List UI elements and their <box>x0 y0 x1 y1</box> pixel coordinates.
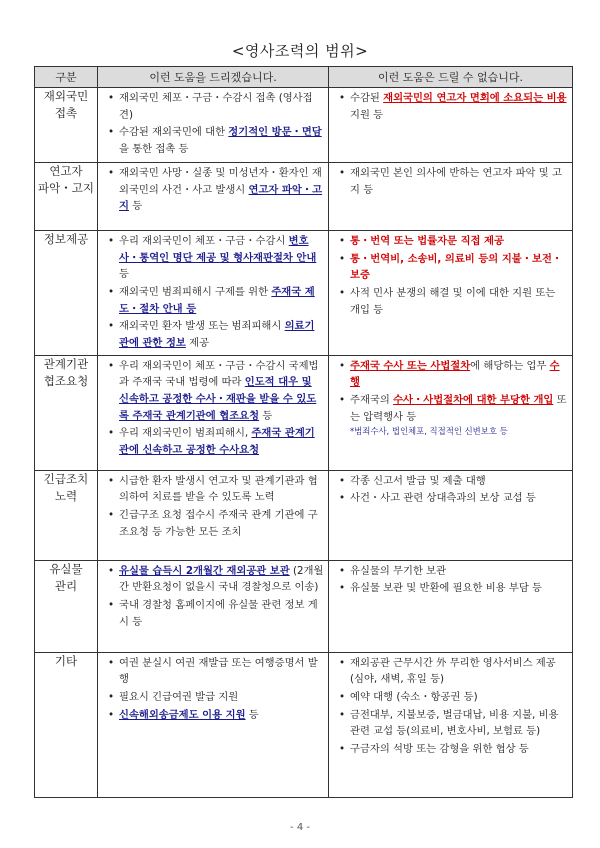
text-segment: 필요시 긴급여권 발급 지원 <box>119 691 239 704</box>
table-row <box>35 652 573 797</box>
text-segment: 유실물 습득시 2개월간 재외공관 보관 <box>119 564 290 577</box>
text-segment: 주재국의 <box>350 394 394 407</box>
header-can-help: 이런 도움을 드리겠습니다. <box>98 67 329 88</box>
category-label: 기타 <box>54 653 78 668</box>
text-segment: 을 통한 접촉 등 <box>119 143 189 156</box>
cannot-help-cell <box>329 470 573 560</box>
can-help-cell <box>98 163 329 231</box>
category-cell <box>35 652 98 797</box>
consular-assistance-table <box>34 66 573 798</box>
bullet-icon: • <box>108 126 115 139</box>
text-segment: 변호사・통역인 명단 제공 및 형사재판절차 안내 <box>119 235 317 264</box>
category-label: 재외국민 <box>43 89 89 103</box>
text-segment: 등 <box>119 268 129 281</box>
can-help-cell <box>98 231 329 356</box>
text-segment: 사건・사고 관련 상대측과의 보상 교섭 등 <box>350 492 536 505</box>
table-row <box>35 355 573 470</box>
cannot-help-cell <box>329 231 573 356</box>
bullet-item <box>104 425 324 458</box>
bullet-item <box>104 318 324 351</box>
text-segment: 각종 신고서 발급 및 제출 대행 <box>350 474 486 487</box>
table-header-row <box>35 67 573 88</box>
text-segment: 우리 재외국민이 체포・구금・수감시 국제법과 주재국 국내 법령에 따라 <box>119 359 319 389</box>
text-segment: 재외국민 본인 의사에 반하는 연고자 파악 및 고지 등 <box>350 167 562 196</box>
text-segment: 긴급구조 요청 접수시 주재국 관계 기관에 구조요청 등 가능한 모든 조치 <box>119 509 318 538</box>
bullet-item <box>104 597 324 630</box>
text-segment: 통・번역 또는 법률자문 직접 제공 <box>350 235 504 247</box>
text-segment: 또는 압력행사 등 <box>350 394 567 423</box>
category-label: 관리 <box>54 578 78 593</box>
header-cannot-help: 이런 도움은 드릴 수 없습니다. <box>329 67 573 88</box>
can-help-cell <box>98 652 329 797</box>
bullet-item <box>335 490 568 507</box>
text-segment: 정기적인 방문・면담 <box>228 126 322 139</box>
text-segment: 에 해당하는 업무 <box>470 359 550 372</box>
bullet-item <box>104 124 324 157</box>
text-segment: 등 <box>245 708 259 721</box>
text-segment: 수행 <box>350 359 560 389</box>
text-segment: 재외국민 체포・구금・수감시 접촉 (영사접견) <box>119 92 313 121</box>
category-label: 연고자 <box>49 164 83 178</box>
bullet-item <box>104 90 324 123</box>
bullet-icon: • <box>339 235 346 247</box>
category-label: 정보제공 <box>43 232 89 246</box>
text-segment: 여권 분실시 여권 재발급 또는 여행증명서 발행 <box>119 656 318 686</box>
bullet-item <box>104 689 324 706</box>
category-cell <box>35 231 98 356</box>
bullet-icon: • <box>339 167 346 179</box>
bullet-icon: • <box>108 599 115 612</box>
footnote: *범죄수사, 법인체포, 직접적인 신변보호 등 <box>350 426 508 437</box>
table-row <box>35 560 573 652</box>
bullet-icon: • <box>108 92 115 104</box>
bullet-icon: • <box>108 427 115 440</box>
bullet-icon: • <box>108 286 115 299</box>
category-cell <box>35 163 98 231</box>
text-segment: 수감된 재외국민에 대한 <box>119 126 229 139</box>
bullet-icon: • <box>108 167 115 179</box>
bullet-item <box>335 358 568 391</box>
bullet-icon: • <box>108 320 115 333</box>
bullet-item <box>335 233 568 250</box>
category-label: 유실물 <box>49 561 83 576</box>
cannot-help-cell <box>329 355 573 470</box>
bullet-item <box>335 285 568 318</box>
bullet-icon: • <box>108 564 115 577</box>
text-segment: 재외공관 근무시간 外 무리한 영사서비스 제공 (심야, 새벽, 휴일 등) <box>350 656 556 686</box>
bullet-icon: • <box>339 252 346 265</box>
text-segment: 지원 등 <box>350 108 384 121</box>
bullet-item <box>335 251 568 284</box>
bullet-item <box>335 741 568 758</box>
bullet-item <box>335 473 568 490</box>
text-segment: 재외국민 범죄피해시 구제를 위한 <box>119 286 272 299</box>
bullet-icon: • <box>339 564 346 577</box>
header-category: 구분 <box>35 67 98 88</box>
cannot-help-cell <box>329 652 573 797</box>
bullet-icon: • <box>339 359 346 372</box>
cannot-help-cell <box>329 88 573 163</box>
bullet-icon: • <box>339 394 346 407</box>
bullet-icon: • <box>339 287 346 300</box>
text-segment: 연고자 파악・고지 <box>119 183 323 213</box>
bullet-item <box>104 358 324 425</box>
category-cell <box>35 560 98 652</box>
bullet-item <box>335 392 568 425</box>
category-label: 접촉 <box>54 106 78 121</box>
text-segment: 수사・사법절차에 대한 부당한 개입 <box>393 394 554 407</box>
text-segment: 등 <box>259 409 273 422</box>
bullet-item <box>104 284 324 317</box>
bullet-item <box>104 655 324 688</box>
text-segment: 주재국 관계기관에 신속하고 공정한 수사요청 <box>119 427 315 457</box>
text-segment: 수감된 <box>350 92 384 104</box>
text-segment: 인도적 대우 및 신속하고 공정한 수사・재판을 받을 수 있도록 주재국 관계기관에 협조요청 <box>119 376 317 422</box>
bullet-item <box>104 165 324 215</box>
text-segment: 제공 <box>185 337 210 350</box>
category-label: 노력 <box>54 488 78 503</box>
bullet-icon: • <box>339 92 346 104</box>
bullet-icon: • <box>339 656 346 669</box>
bullet-item <box>104 473 324 506</box>
can-help-cell <box>98 470 329 560</box>
table-row <box>35 163 573 231</box>
bullet-item <box>104 563 324 596</box>
bullet-item <box>335 165 568 198</box>
cannot-help-cell <box>329 560 573 652</box>
text-segment: 통・번역비, 소송비, 의료비 등의 지불・보전・보증 <box>350 252 563 282</box>
text-segment: (2개월간 반환요청이 없을시 국내 경찰청으로 이송) <box>119 564 324 594</box>
category-label: 협조요청 <box>43 373 89 388</box>
category-cell <box>35 470 98 560</box>
text-segment: 재외국민 환자 발생 또는 범죄피해시 <box>119 320 285 333</box>
text-segment: 예약 대행 (숙소・항공권 등) <box>350 691 478 704</box>
bullet-icon: • <box>108 359 115 372</box>
bullet-item <box>104 233 324 283</box>
bullet-icon: • <box>108 656 115 669</box>
bullet-icon: • <box>339 691 346 704</box>
bullet-icon: • <box>108 691 115 704</box>
text-segment: 재외국민의 연고자 면회에 소요되는 비용 <box>383 92 567 104</box>
bullet-icon: • <box>339 708 346 721</box>
text-segment: 의료기관에 관한 정보 <box>119 320 315 350</box>
bullet-icon: • <box>339 474 346 487</box>
bullet-icon: • <box>108 708 115 721</box>
bullet-icon: • <box>108 509 115 522</box>
bullet-icon: • <box>339 582 346 595</box>
bullet-item <box>104 707 324 724</box>
category-cell <box>35 355 98 470</box>
bullet-item <box>104 507 324 540</box>
bullet-item <box>335 90 568 123</box>
text-segment: 금전대부, 지불보증, 벌금대납, 비용 지불, 비용 관련 교섭 등(의료비, 변호사비, 보험료 등) <box>350 708 559 738</box>
text-segment: 유실물의 무기한 보관 <box>350 564 447 577</box>
bullet-item <box>335 655 568 688</box>
bullet-icon: • <box>339 492 346 505</box>
text-segment: 국내 경찰청 홈페이지에 유실물 관련 정보 게시 등 <box>119 599 318 628</box>
text-segment: 등 <box>128 200 143 213</box>
bullet-icon: • <box>108 474 115 487</box>
can-help-cell <box>98 88 329 163</box>
text-segment: 우리 재외국민이 체포・구금・수감시 <box>119 235 289 247</box>
text-segment: 신속해외송금제도 이용 지원 <box>119 708 246 721</box>
table-row <box>35 470 573 560</box>
bullet-item <box>335 563 568 580</box>
bullet-icon: • <box>339 743 346 756</box>
page-number: - 4 - <box>290 822 310 833</box>
text-segment: 주재국 수사 또는 사법절차 <box>350 359 471 372</box>
bullet-item <box>335 707 568 740</box>
category-cell <box>35 88 98 163</box>
text-segment: 구금자의 석방 또는 감형을 위한 협상 등 <box>350 743 529 756</box>
can-help-cell <box>98 355 329 470</box>
text-segment: 시급한 환자 발생시 연고자 및 관계기관과 협의하여 치료를 받을 수 있도록 노력 <box>119 474 318 504</box>
bullet-item <box>335 689 568 706</box>
cannot-help-cell <box>329 163 573 231</box>
text-segment: 우리 재외국민이 범죄피해시, <box>119 427 252 440</box>
text-segment: 유실물 보관 및 반환에 필요한 비용 부담 등 <box>350 582 543 595</box>
can-help-cell <box>98 560 329 652</box>
bullet-item <box>335 580 568 597</box>
page-title: <영사조력의 범위> <box>231 42 369 60</box>
text-segment: 주재국 제도・절차 안내 등 <box>119 286 315 315</box>
category-label: 관계기관 <box>43 356 89 371</box>
category-label: 파악・고지 <box>38 181 94 196</box>
category-label: 긴급조치 <box>43 471 89 486</box>
bullet-icon: • <box>108 235 115 247</box>
text-segment: 사적 민사 분쟁의 해결 및 이에 대한 지원 또는 개입 등 <box>350 287 556 316</box>
text-segment: 재외국민 사망・실종 및 미성년자・환자인 재외국민의 사건・사고 발생시 <box>119 167 322 196</box>
table-row <box>35 88 573 163</box>
table-row <box>35 231 573 356</box>
